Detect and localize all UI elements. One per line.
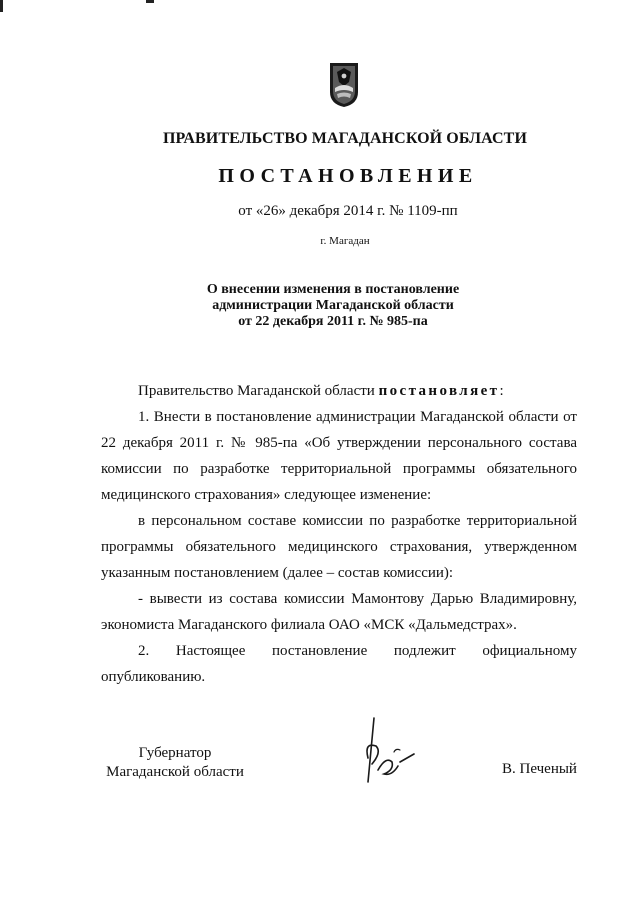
document-subject [0, 282, 640, 330]
issuing-authority: ПРАВИТЕЛЬСТВО МАГАДАНСКОЙ ОБЛАСТИ [162, 130, 527, 147]
clause-1: 1. Внести в постановление администрации Магаданской области от 22 декабря 2011 г. № 985-па «Об утверждении персонального состава комиссии по разработке территориальной программы обязательного медицинского страхования» следующее изменение: [101, 409, 577, 503]
document-body [101, 378, 577, 690]
signer-title [100, 744, 250, 782]
scan-artifact [0, 0, 3, 12]
handwritten-signature [358, 712, 418, 788]
document-type: ПОСТАНОВЛЕНИЕ [218, 165, 478, 187]
preamble [101, 378, 577, 404]
signer-title-line: Губернатор [138, 745, 212, 761]
preamble-text: Правительство Магаданской области [138, 383, 379, 399]
clause-2: 2. Настоящее постановление подлежит официальному опубликованию. [101, 643, 577, 685]
signer-name: В. Печеный [502, 761, 577, 777]
clause-1-dash: - вывести из состава комиссии Мамонтову Дарью Владимировну, экономиста Магаданского филиала ОАО «МСК «Дальмедстрах». [101, 591, 577, 633]
preamble-verb: постановляет [378, 383, 500, 399]
subject-line: администрации Магаданской области [212, 298, 454, 313]
signer-title-line: Магаданской области [106, 764, 244, 780]
subject-line: О внесении изменения в постановление [206, 282, 460, 297]
scan-artifact [146, 0, 154, 3]
clause-1-text: в персональном составе комиссии по разработке территориальной программы обязательного медицинского страхования, утвержденном указанным постановлением (далее – состав комиссии): [101, 513, 577, 581]
document-place: г. Магадан [320, 235, 370, 247]
preamble-suffix: : [499, 383, 504, 399]
subject-line: от 22 декабря 2011 г. № 985-па [238, 314, 428, 329]
coat-of-arms-icon [329, 62, 359, 108]
document-date-number: от «26» декабря 2014 г. № 1109-пп [238, 203, 458, 219]
